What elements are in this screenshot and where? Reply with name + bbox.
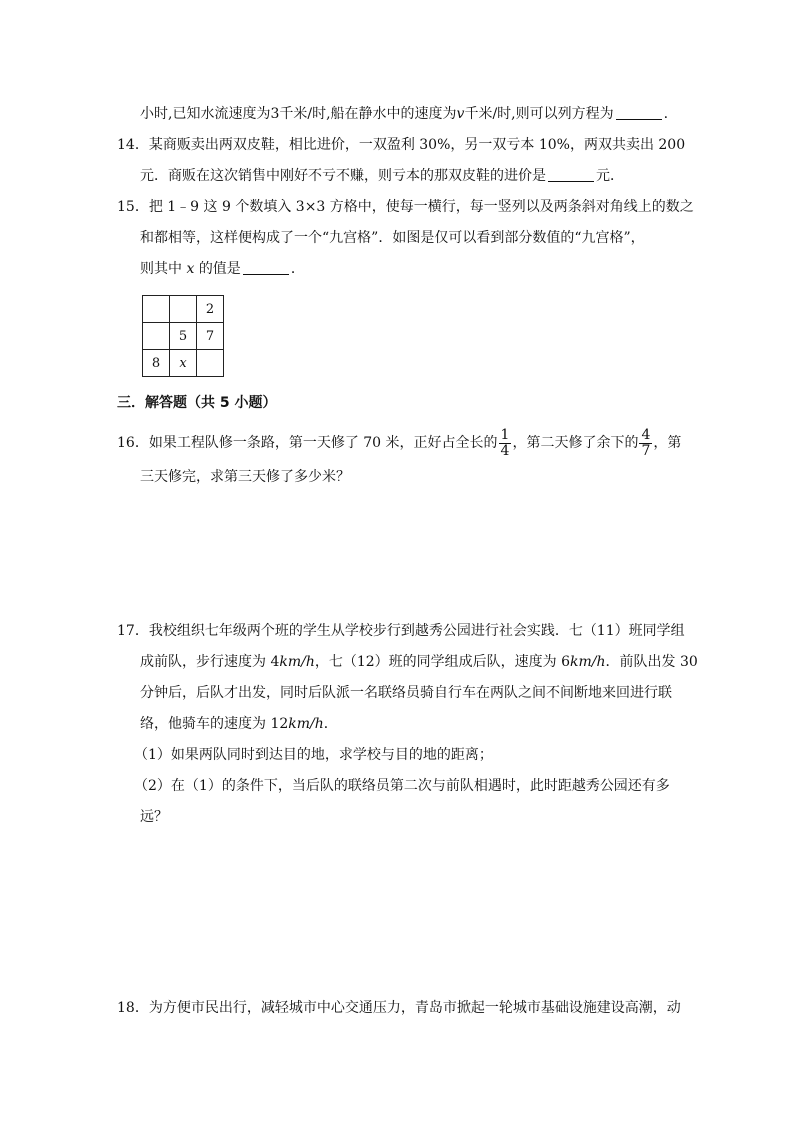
q17-unit: km/h (279, 654, 315, 670)
q17-line2-text-a: 成前队，步行速度为 4 (140, 654, 280, 670)
q15-line3-end: ． (290, 261, 305, 277)
grid-cell: 8 (143, 350, 170, 377)
q17-line2 (140, 652, 698, 672)
grid-cell (143, 323, 170, 350)
q16-text-a: 16．如果工程队修一条路，第一天修了 70 米，正好占全长的 (117, 435, 498, 451)
q16-line2: 三天修完，求第三天修了多少米？ (140, 469, 350, 485)
q15-line1: 15．把 1﹣9 这 9 个数填入 3×3 方格中，使每一横行，每一竖列以及两条斜对角线上的数之 (117, 199, 694, 215)
q13-text-a: 小时,已知水流速度为3千米/时,船在静水中的速度为 (140, 106, 457, 122)
fraction-numerator: 1 (500, 426, 510, 443)
fraction-one-quarter (499, 428, 512, 459)
q17-unit: km/h (288, 716, 324, 732)
grid-cell (197, 350, 224, 377)
q14-line2-text: 元．商贩在这次销售中刚好不亏不赚，则亏本的那双皮鞋的进价是 (140, 168, 546, 184)
q14-line2-end: 元． (596, 168, 624, 184)
q16-text-b: ，第二天修了余下的 (512, 435, 639, 451)
q17-unit: km/h (570, 654, 606, 670)
q17-line4-end: ． (323, 716, 338, 732)
q13-end: . (663, 106, 669, 122)
q17-sub2-line1: （2）在（1）的条件下，当后队的联络员第二次与前队相遇时，此时距越秀公园还有多 (134, 778, 670, 794)
q13-line (140, 104, 668, 124)
q13-answer-blank (616, 105, 662, 120)
grid-cell (170, 296, 197, 323)
q13-var-v: v (456, 106, 465, 122)
q15-line3-text-b: 的值是 (198, 261, 241, 277)
magic-square-grid (142, 295, 224, 377)
q15-line2: 和都相等，这样便构成了一个“九宫格”．如图是仅可以看到部分数值的“九宫格”， (140, 230, 645, 246)
q15-line3 (140, 259, 305, 279)
grid-row (143, 323, 224, 350)
q16-text-c: ，第 (653, 435, 682, 451)
fraction-denominator: 4 (500, 442, 510, 459)
q17-line2-text-b: ，七（12）班的同学组成后队，速度为 6 (314, 654, 571, 670)
grid-cell: 7 (197, 323, 224, 350)
q16-line1 (117, 426, 681, 460)
q17-line4 (140, 714, 338, 734)
q18-line1: 18．为方便市民出行，减轻城市中心交通压力，青岛市掀起一轮城市基础设施建设高潮，动 (117, 1000, 681, 1016)
q14-line1: 14．某商贩卖出两双皮鞋，相比进价，一双盈利 30%，另一双亏本 10%，两双共卖出 200 (117, 137, 686, 153)
q15-var-x: x (186, 261, 195, 277)
grid-row (143, 296, 224, 323)
q15-answer-blank (243, 260, 289, 275)
fraction-denominator: 7 (641, 442, 651, 459)
section-heading: 三．解答题（共 5 小题） (117, 395, 277, 411)
q17-sub1: （1）如果两队同时到达目的地，求学校与目的地的距离； (134, 747, 493, 763)
grid-cell: 5 (170, 323, 197, 350)
grid-cell (143, 296, 170, 323)
fraction-numerator: 4 (641, 426, 651, 443)
q13-text-b: 千米/时,则可以列方程为 (464, 106, 614, 122)
grid-row (143, 350, 224, 377)
q15-line3-text-a: 则其中 (140, 261, 182, 277)
q17-line4-text-a: 络，他骑车的速度为 12 (140, 716, 289, 732)
fraction-four-sevenths (639, 428, 652, 459)
q17-line1: 17．我校组织七年级两个班的学生从学校步行到越秀公园进行社会实践．七（11）班同学组 (117, 623, 685, 639)
q17-line2-text-c: ．前队出发 30 (605, 654, 698, 670)
grid-cell: 2 (197, 296, 224, 323)
q17-line3: 分钟后，后队才出发，同时后队派一名联络员骑自行车在两队之间不间断地来回进行联 (140, 685, 672, 701)
q14-line2 (140, 166, 624, 186)
q17-sub2-line2: 远？ (140, 809, 168, 825)
q14-answer-blank (548, 167, 594, 182)
grid-cell: x (170, 350, 197, 377)
